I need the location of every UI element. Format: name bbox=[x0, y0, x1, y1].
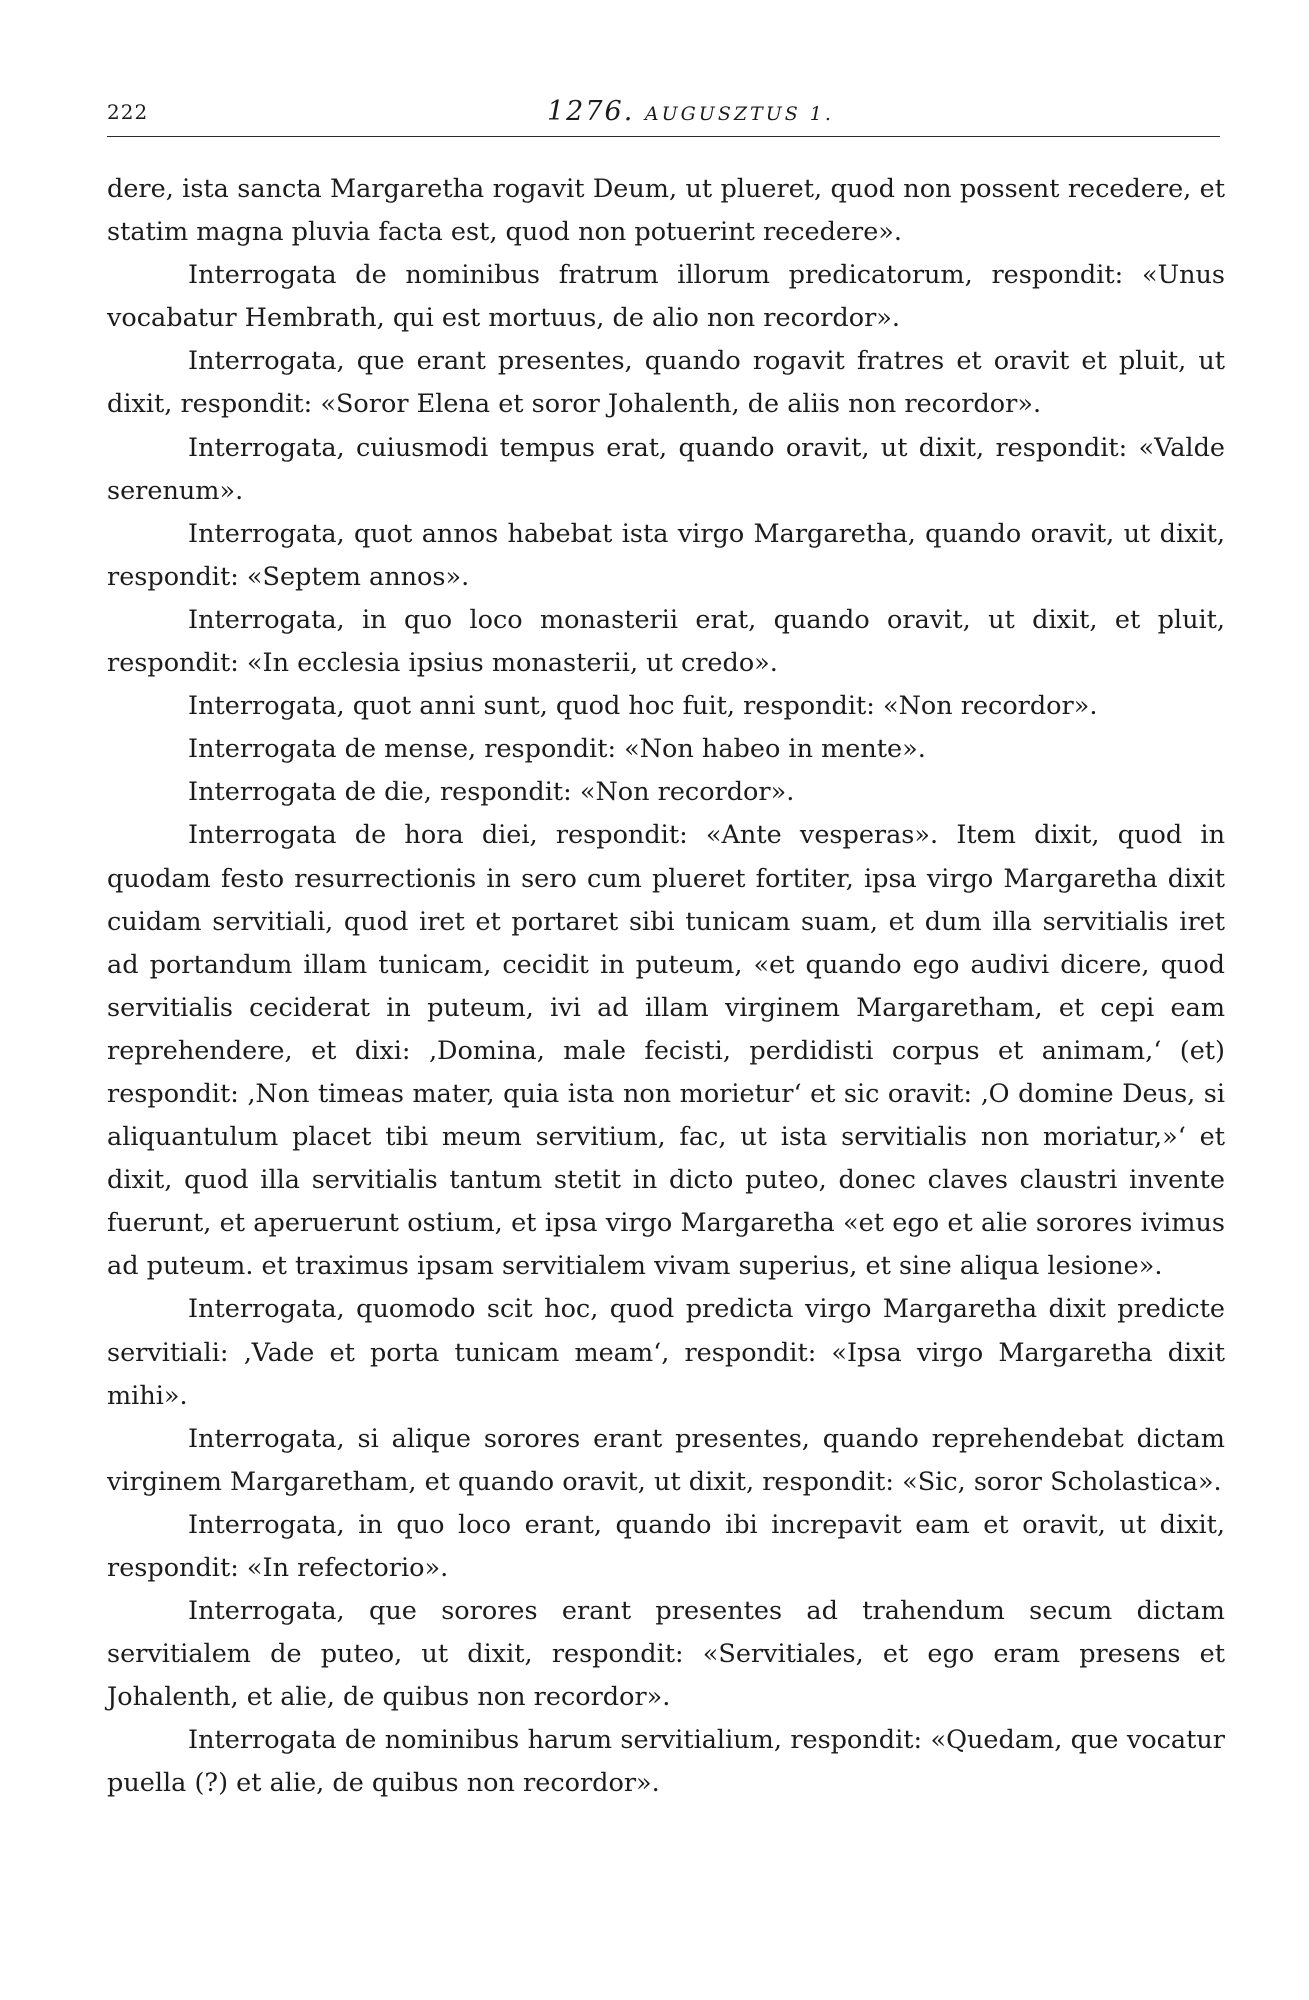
paragraph: Interrogata de mense, respondit: «Non habeo in mente». bbox=[188, 734, 926, 765]
paragraph: Interrogata, si alique sorores erant presentes, quando reprehendebat dictam virginem Margaretham, et quando oravit, ut dixit, respondit: «Sic, soror Scholastica». bbox=[107, 1423, 1225, 1497]
paragraph: Interrogata de nominibus fratrum illorum predicatorum, respondit: «Unus vocabatur Hembrath, qui est mortuus, de alio non recordor». bbox=[107, 260, 1225, 334]
paragraph: Interrogata, que erant presentes, quando rogavit fratres et oravit et pluit, ut dixit, respondit: «Soror Elena et soror Johalenth, de aliis non recordor». bbox=[107, 346, 1225, 420]
body-text bbox=[107, 168, 1225, 1806]
paragraph: Interrogata de nominibus harum servitialium, respondit: «Quedam, que vocatur puella (?) et alie, de quibus non recordor». bbox=[107, 1725, 1225, 1799]
paragraph: Interrogata, in quo loco monasterii erat, quando oravit, ut dixit, et pluit, respondit: «In ecclesia ipsius monasterii, ut credo». bbox=[107, 604, 1225, 679]
running-head bbox=[547, 96, 834, 127]
page-number: 222 bbox=[107, 100, 149, 124]
running-head-date: AUGUSZTUS 1. bbox=[644, 103, 834, 125]
paragraph: Interrogata, cuiusmodi tempus erat, quando oravit, ut dixit, respondit: «Valde serenum». bbox=[107, 432, 1225, 506]
paragraph: Interrogata, quot anni sunt, quod hoc fuit, respondit: «Non recordor». bbox=[188, 691, 1098, 722]
paragraph: Interrogata de hora diei, respondit: «Ante vesperas». Item dixit, quod in quodam festo resurrectionis in sero cum plueret fortiter, ipsa virgo Margaretha dixit cuidam servitiali, quod iret et portaret sibi tunicam suam, et dum illa servitialis iret ad portandum illam tunicam, cecidit in puteum, «et quando ego audivi dicere, quod servitialis ceciderat in puteum, ivi ad illam virginem Margaretham, et cepi eam reprehendere, et dixi: ‚Domina, male fecisti, perdidisti corpus et animam,‘ (et) respondit: ‚Non timeas mater, quia ista non morietur‘ et sic oravit: ‚O domine Deus, si aliquantulum placet tibi meum servitium, fac, ut ista servitialis non moriatur,»‘ et dixit, quod illa servitialis tantum stetit in dicto puteo, donec claves claustri invente fuerunt, et aperuerunt ostium, et ipsa virgo Margaretha «et ego et alie sorores ivimus ad puteum. et traximus ipsam servitialem vivam superius, et sine aliqua lesione». bbox=[107, 820, 1225, 1282]
page-header bbox=[107, 96, 1220, 137]
running-head-year: 1276. bbox=[547, 96, 635, 127]
paragraph: Interrogata, in quo loco erant, quando ibi increpavit eam et oravit, ut dixit, respondit: «In refectorio». bbox=[107, 1509, 1225, 1583]
paragraph: dere, ista sancta Margaretha rogavit Deum, ut plueret, quod non possent recedere, et statim magna pluvia facta est, quod non potuerint recedere». bbox=[107, 174, 1225, 248]
paragraph: Interrogata, que sorores erant presentes ad trahendum secum dictam servitialem de puteo, ut dixit, respondit: «Servitiales, et ego eram presens et Johalenth, et alie, de quibus non recordor». bbox=[107, 1596, 1225, 1713]
paragraph: Interrogata, quomodo scit hoc, quod predicta virgo Margaretha dixit predicte servitiali: ‚Vade et porta tunicam meam‘, respondit: «Ipsa virgo Margaretha dixit mihi». bbox=[107, 1294, 1225, 1411]
paragraph: Interrogata, quot annos habebat ista virgo Margaretha, quando oravit, ut dixit, respondit: «Septem annos». bbox=[107, 518, 1225, 592]
paragraph: Interrogata de die, respondit: «Non recordor». bbox=[188, 777, 795, 808]
